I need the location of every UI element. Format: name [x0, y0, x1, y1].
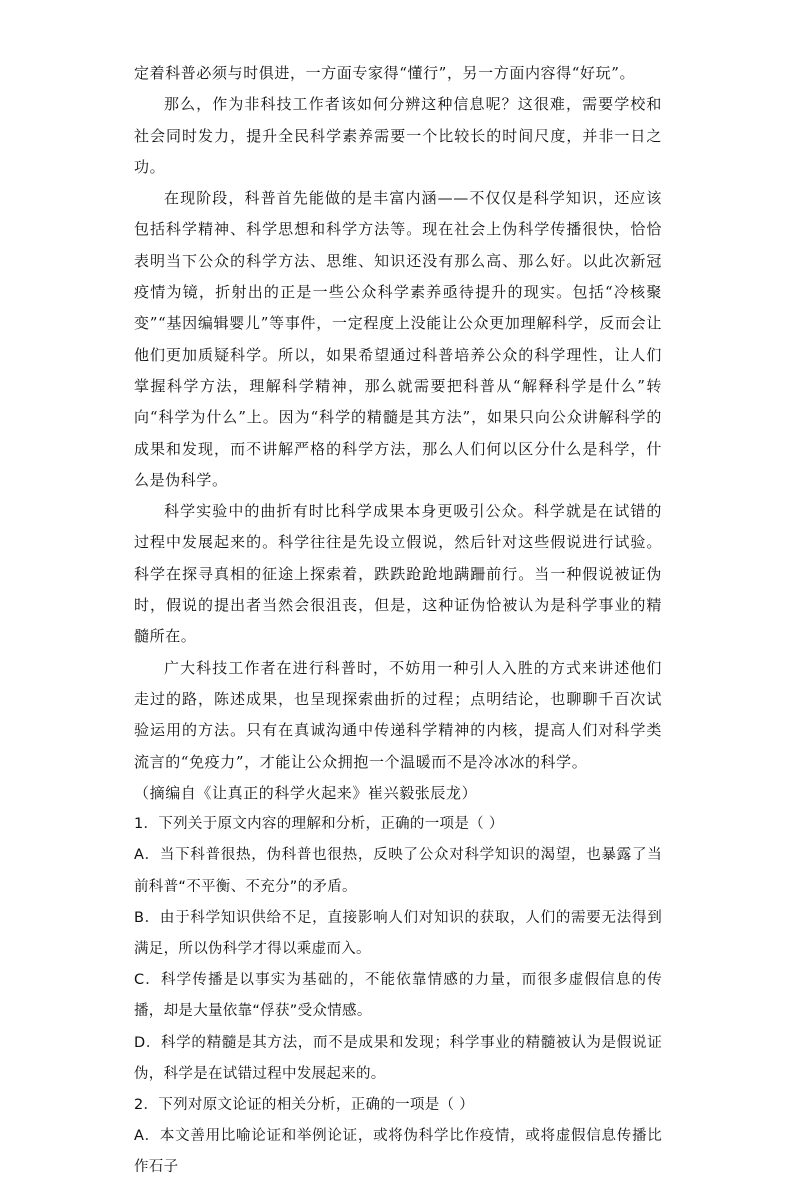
- passage-paragraph-4: 科学实验中的曲折有时比科学成果本身更吸引公众。科学就是在试错的过程中发展起来的。科学往往是先设立假说，然后针对这些假说进行试验。科学在探寻真相的征途上探索着，跌跌跄跄地蹒跚前行。当一种假说被证伪时，假说的提出者当然会很沮丧，但是，这种证伪恰被认为是科学事业的精髓所在。: [134, 502, 662, 646]
- reading-passage: [134, 58, 662, 809]
- question-list: [134, 809, 662, 1183]
- passage-paragraph-3: 在现阶段，科普首先能做的是丰富内涵——不仅仅是科学知识，还应该包括科学精神、科学思想和科学方法等。现在社会上伪科学传播很快，恰恰表明当下公众的科学方法、思维、知识还没有那么高、那么好。以此次新冠疫情为镜，折射出的正是一些公众科学素养亟待提升的现实。包括“冷核聚变”“基因编辑婴儿”等事件，一定程度上没能让公众更加理解科学，反而会让他们更加质疑科学。所以，如果希望通过科普培养公众的科学理性，让人们掌握科学方法，理解科学精神，那么就需要把科普从“解释科学是什么”转向“科学为什么”上。因为“科学的精髓是其方法”，如果只向公众讲解科学的成果和发现，而不讲解严格的科学方法，那么人们何以区分什么是科学，什么是伪科学。: [134, 189, 662, 489]
- question-1-stem: 1．下列关于原文内容的理解和分析，正确的一项是（ ）: [134, 816, 504, 833]
- question-1-option-d: D．科学的精髓是其方法，而不是成果和发现；科学事业的精髓被认为是假说证伪，科学是在试错过程中发展起来的。: [134, 1034, 662, 1082]
- passage-paragraph-2: 那么，作为非科技工作者该如何分辨这种信息呢？这很难，需要学校和社会同时发力，提升全民科学素养需要一个比较长的时间尺度，并非一日之功。: [134, 95, 662, 176]
- passage-paragraph-1: 定着科普必须与时俱进，一方面专家得“懂行”，另一方面内容得“好玩”。: [134, 64, 636, 82]
- passage-source: （摘编自《让真正的科学火起来》崔兴毅张辰龙）: [134, 783, 478, 802]
- question-2-stem: 2．下列对原文论证的相关分析，正确的一项是（ ）: [134, 1096, 475, 1113]
- question-1-option-a: A．当下科普很热，伪科普也很热，反映了公众对科学知识的渴望，也暴露了当前科普“不平衡、不充分”的矛盾。: [134, 847, 662, 895]
- question-1-option-b: B．由于科学知识供给不足，直接影响人们对知识的获取，人们的需要无法得到满足，所以伪科学才得以乘虚而入。: [134, 909, 662, 957]
- passage-paragraph-5: 广大科技工作者在进行科普时，不妨用一种引人入胜的方式来讲述他们走过的路，陈述成果，也呈现探索曲折的过程；点明结论，也聊聊千百次试验运用的方法。只有在真诚沟通中传递科学精神的内核，提高人们对科学类流言的“免疫力”，才能让公众拥抱一个温暖而不是冷冰冰的科学。: [134, 658, 662, 771]
- question-1-option-c: C．科学传播是以事实为基础的，不能依靠情感的力量，而很多虚假信息的传播，却是大量依靠“俘获”受众情感。: [134, 972, 662, 1020]
- question-2-option-a: A．本文善用比喻论证和举例论证，或将伪科学比作疫情，或将虚假信息传播比作石子: [134, 1128, 662, 1176]
